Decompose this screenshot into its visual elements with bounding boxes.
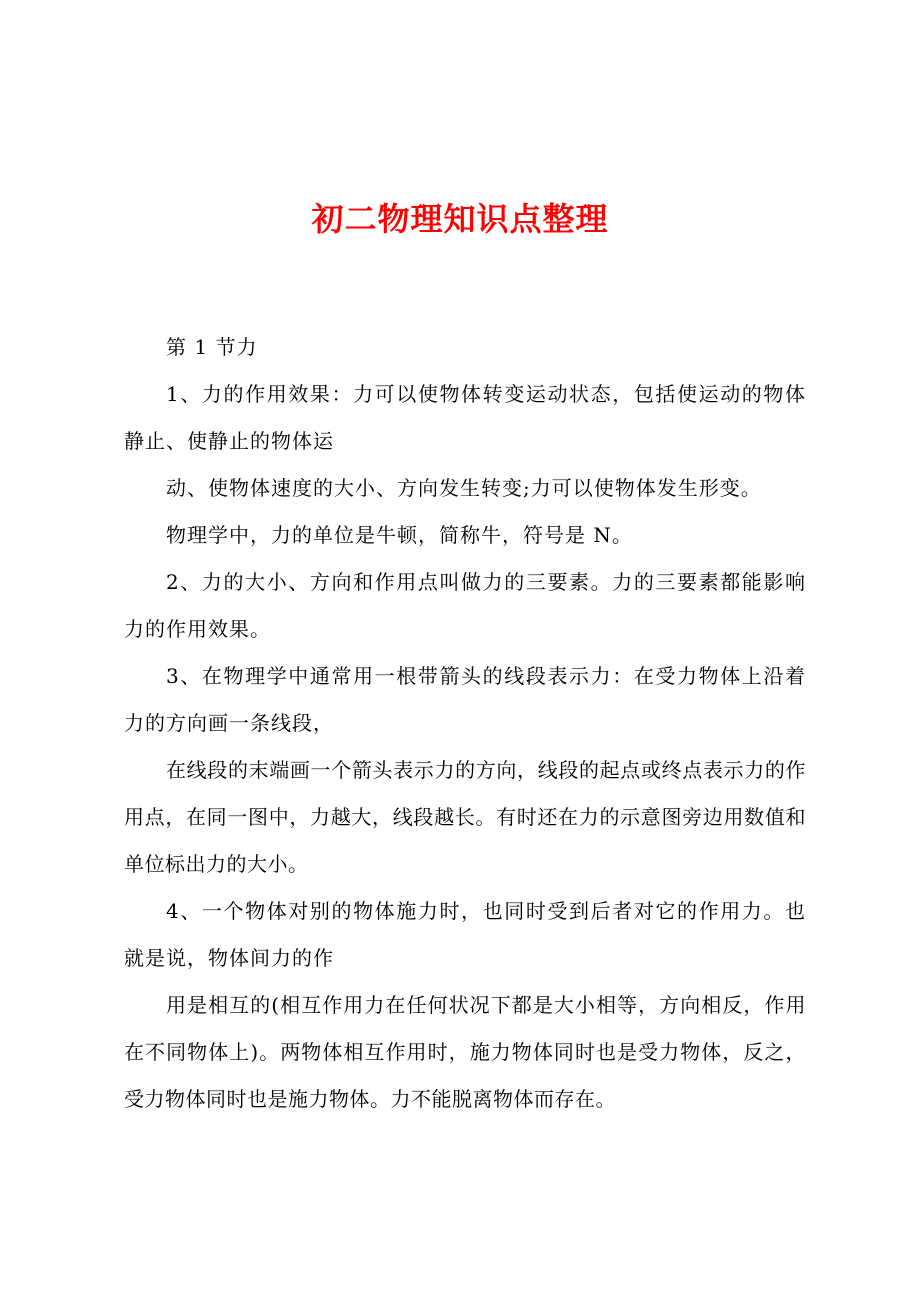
section-heading: 第 1 节力: [166, 335, 258, 359]
paragraph-3: 3、在物理学中通常用一根带箭头的线段表示力：在受力物体上沿着力的方向画一条线段，: [124, 664, 806, 735]
paragraph-1: 1、力的作用效果：力可以使物体转变运动状态，包括使运动的物体静止、使静止的物体运: [124, 382, 806, 453]
paragraph-unit: 物理学中，力的单位是牛顿，简称牛，符号是 N。: [166, 523, 633, 547]
document-title: 初二物理知识点整理: [311, 200, 609, 238]
paragraph-4: 4、一个物体对别的物体施力时，也同时受到后者对它的作用力。也就是说，物体间力的作: [124, 899, 806, 970]
paragraph-3-continued: 在线段的末端画一个箭头表示力的方向，线段的起点或终点表示力的作用点，在同一图中，力越大，线段越长。有时还在力的示意图旁边用数值和单位标出力的大小。: [124, 758, 806, 876]
paragraph-1-continued: 动、使物体速度的大小、方向发生转变;力可以使物体发生形变。: [166, 476, 762, 500]
paragraph-2: 2、力的大小、方向和作用点叫做力的三要素。力的三要素都能影响力的作用效果。: [124, 570, 806, 641]
paragraph-4-continued: 用是相互的(相互作用力在任何状况下都是大小相等，方向相反，作用在不同物体上)。两物体相互作用时，施力物体同时也是受力物体，反之，受力物体同时也是施力物体。力不能脱离物体而存在。: [124, 993, 806, 1111]
document-body: [124, 324, 806, 1123]
